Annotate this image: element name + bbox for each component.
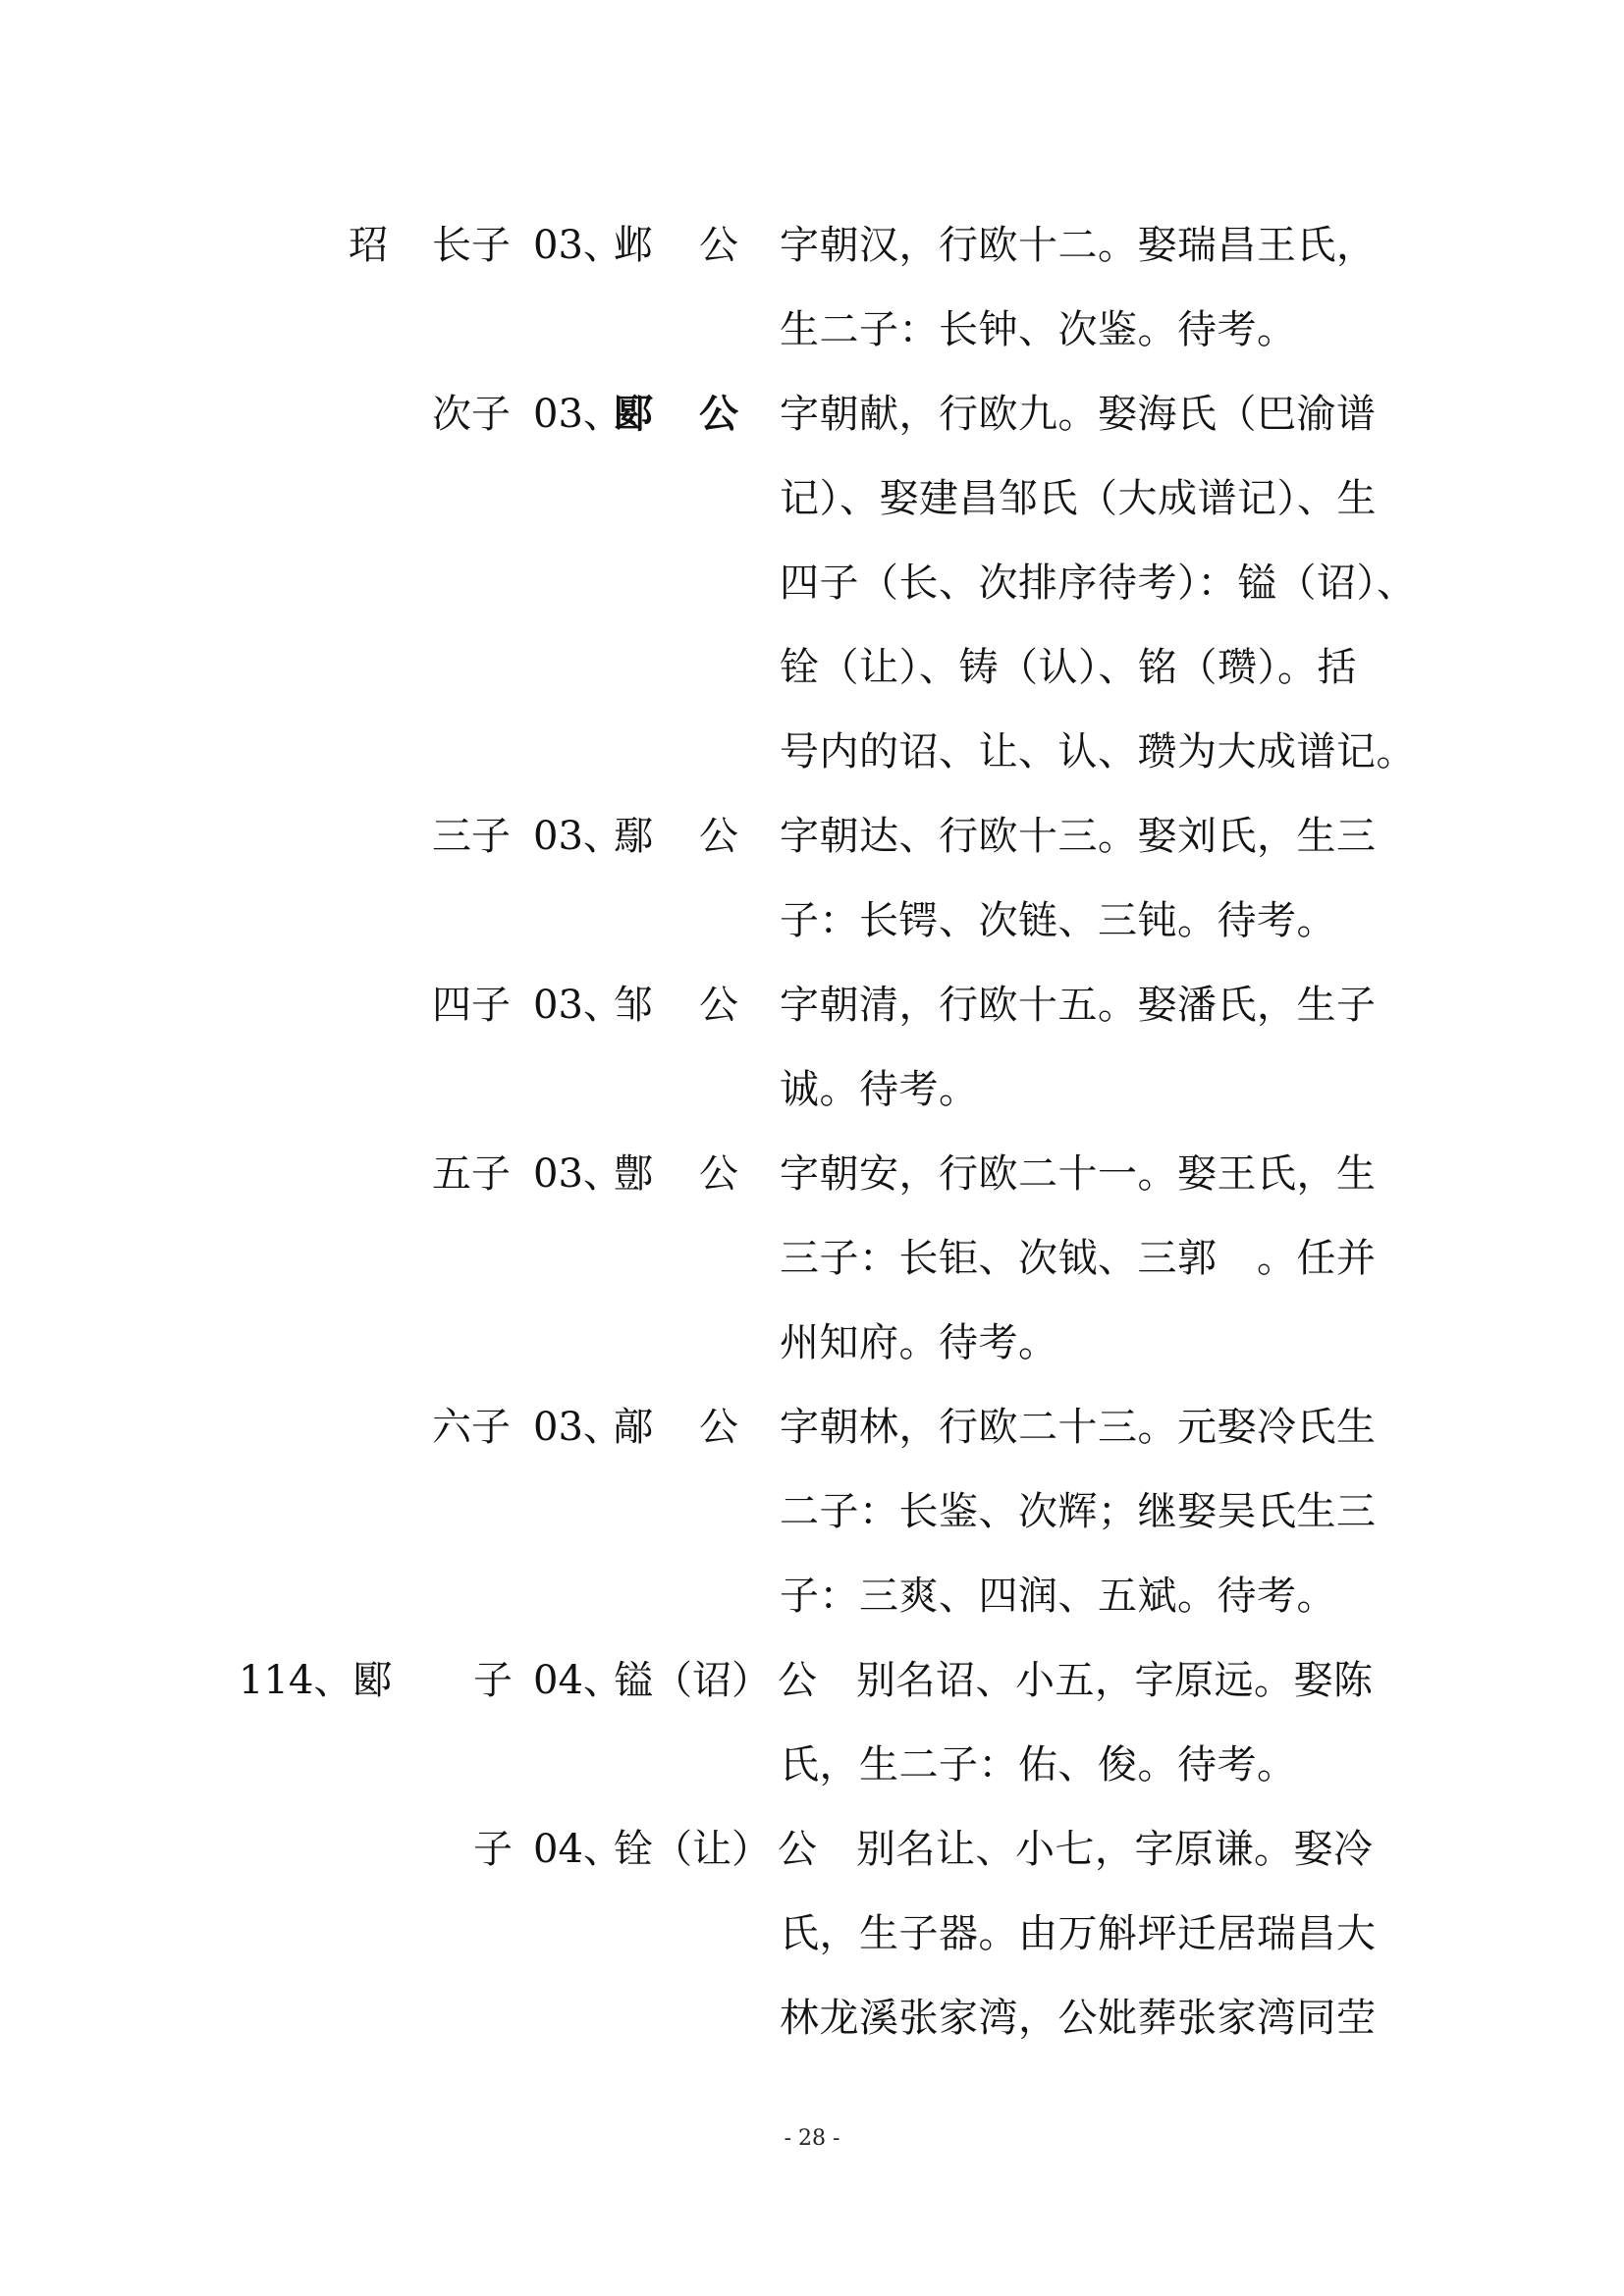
- rank-label: 长子: [432, 223, 511, 268]
- parent-label: 114、郾: [239, 1658, 393, 1703]
- description-line: 字朝安，行欧二十一。娶王氏，生: [780, 1151, 1377, 1197]
- description-line: 诚。待考。: [780, 1067, 979, 1112]
- parent-label: 玿: [349, 223, 388, 268]
- generation-number: 03、: [533, 814, 623, 859]
- person-name: 邹: [614, 983, 653, 1028]
- description-line: 字朝林，行欧二十三。元娶冷氏生: [780, 1405, 1377, 1450]
- honorific: 公: [699, 223, 738, 268]
- description-line: 林龙溪张家湾，公妣葬张家湾同茔: [780, 1996, 1377, 2041]
- description-line: 子：三爽、四润、五斌。待考。: [780, 1574, 1336, 1619]
- description-line: 铨（让）、铸（认）、铭（瓒）。括: [780, 645, 1357, 690]
- person-name: 邺: [614, 223, 653, 268]
- rank-label: 四子: [432, 983, 511, 1028]
- generation-number: 04、: [533, 1658, 623, 1703]
- generation-number: 03、: [533, 1151, 623, 1197]
- description: [780, 1385, 1408, 1638]
- generation-number: 03、: [533, 1405, 623, 1450]
- honorific: 公: [778, 1658, 817, 1703]
- description: [780, 1638, 1426, 1807]
- description-line: 州知府。待考。: [780, 1320, 1058, 1365]
- person-name: 鄷: [614, 1151, 653, 1197]
- honorific: 公: [778, 1827, 817, 1872]
- description-line: 字朝清，行欧十五。娶潘氏，生子: [780, 983, 1377, 1028]
- description: [780, 794, 1408, 963]
- person-name: 镒（诏）: [614, 1658, 771, 1703]
- description: [780, 1807, 1426, 2060]
- description-line: 氏，生子器。由万斛坪迁居瑞昌大: [780, 1911, 1377, 1956]
- description-line: 字朝汉，行欧十二。娶瑞昌王氏，: [780, 223, 1377, 268]
- description-line: 子：长锷、次链、三钝。待考。: [780, 898, 1336, 943]
- description: [780, 372, 1417, 794]
- person-name: 郾: [614, 391, 653, 437]
- person-name: 铨（让）: [614, 1827, 771, 1872]
- description-line: 别名诏、小五，字原远。娶陈: [856, 1658, 1374, 1703]
- description-line: 字朝达、行欧十三。娶刘氏，生三: [780, 814, 1377, 859]
- generation-number: 03、: [533, 223, 623, 268]
- description: [780, 1132, 1408, 1385]
- honorific: 公: [699, 1405, 738, 1450]
- page-number: - 28 -: [784, 2126, 840, 2151]
- honorific: 公: [699, 983, 738, 1028]
- generation-number: 04、: [533, 1827, 623, 1872]
- rank-label: 子: [473, 1658, 513, 1703]
- description-line: 号内的诏、让、认、瓒为大成谱记。: [780, 729, 1416, 774]
- description-line: 三子：长钜、次钺、三郭 。任并: [780, 1236, 1377, 1281]
- honorific: 公: [699, 391, 738, 437]
- description-line: 二子：长鉴、次辉；继娶吴氏生三: [780, 1489, 1377, 1534]
- honorific: 公: [699, 814, 738, 859]
- rank-label: 子: [473, 1827, 513, 1872]
- description-line: 氏，生二子：佑、俊。待考。: [780, 1742, 1297, 1788]
- description-line: 四子（长、次排序待考）：镒（诏）、: [780, 561, 1417, 606]
- description-line: 生二子：长钟、次鉴。待考。: [780, 307, 1297, 352]
- description-line: 记）、娶建昌邹氏（大成谱记）、生: [780, 476, 1377, 521]
- generation-number: 03、: [533, 392, 623, 437]
- description: [780, 963, 1408, 1132]
- rank-label: 六子: [432, 1405, 511, 1450]
- description-line: 字朝献，行欧九。娶海氏（巴渝谱: [780, 392, 1377, 437]
- rank-label: 三子: [432, 814, 511, 859]
- description: [780, 203, 1408, 372]
- description-line: 别名让、小七，字原谦。娶冷: [856, 1827, 1374, 1872]
- rank-label: 次子: [432, 392, 511, 437]
- honorific: 公: [699, 1151, 738, 1197]
- person-name: 鄢: [614, 814, 653, 859]
- rank-label: 五子: [432, 1151, 511, 1197]
- generation-number: 03、: [533, 983, 623, 1028]
- person-name: 鄗: [614, 1405, 653, 1450]
